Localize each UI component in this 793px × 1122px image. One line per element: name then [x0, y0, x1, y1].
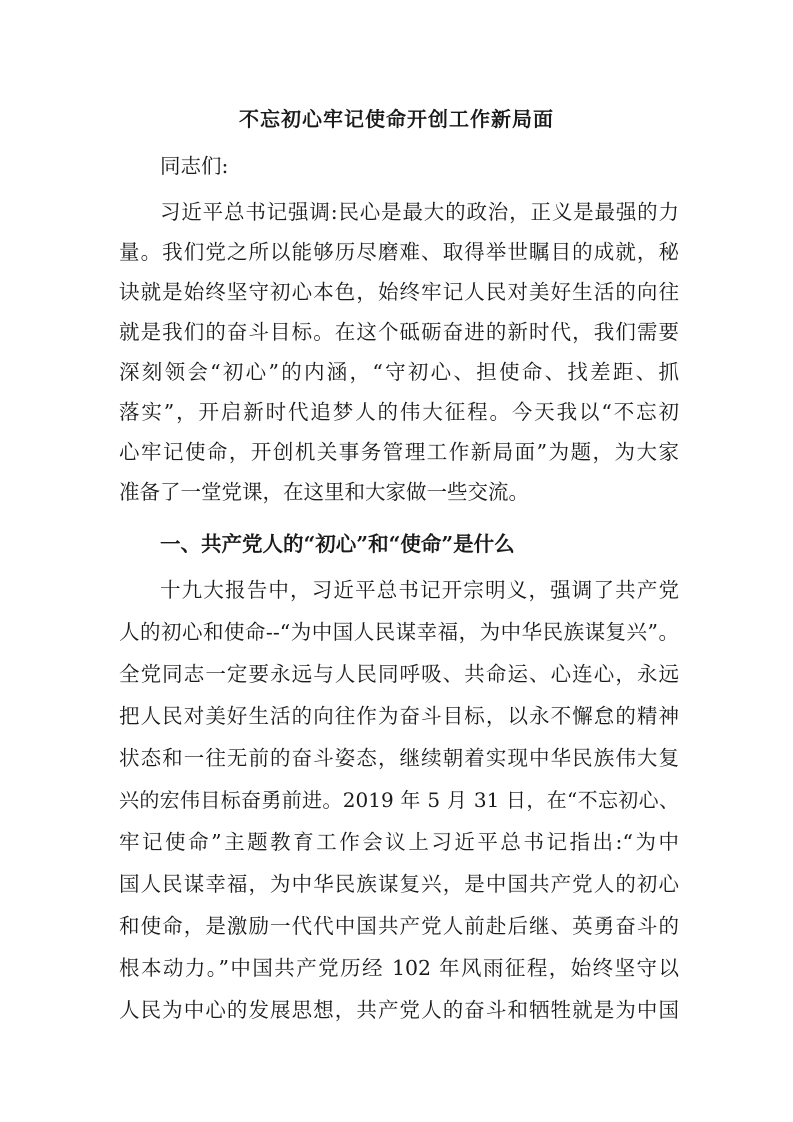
paragraph-2-line: 兴的宏伟目标奋勇前进。2019 年 5 月 31 日，在“不忘初心、 — [119, 788, 679, 812]
paragraph-1-line: 就是我们的奋斗目标。在这个砥砺奋进的新时代，我们需要 — [119, 320, 679, 344]
salutation: 同志们: — [160, 154, 229, 178]
paragraph-1-line: 习近平总书记强调:民心是最大的政治，正义是最强的力 — [160, 200, 679, 224]
paragraph-1-line: 深刻领会“初心”的内涵，“守初心、担使命、找差距、抓 — [119, 360, 679, 384]
paragraph-2-line: 国人民谋幸福，为中华民族谋复兴，是中国共产党人的初心 — [119, 872, 679, 896]
paragraph-1-line: 量。我们党之所以能够历尽磨难、取得举世瞩目的成就，秘 — [119, 240, 679, 264]
paragraph-1-line: 诀就是始终坚守初心本色，始终牢记人民对美好生活的向往 — [119, 280, 679, 304]
paragraph-2-line: 状态和一往无前的奋斗姿态，继续朝着实现中华民族伟大复 — [119, 746, 679, 770]
paragraph-2-line: 把人民对美好生活的向往作为奋斗目标，以永不懈怠的精神 — [119, 704, 679, 728]
document-title: 不忘初心牢记使命开创工作新局面 — [239, 107, 554, 131]
paragraph-2-line: 牢记使命”主题教育工作会议上习近平总书记指出:“为中 — [119, 830, 679, 854]
paragraph-2-line: 人民为中心的发展思想，共产党人的奋斗和牺牲就是为中国 — [119, 998, 679, 1022]
paragraph-1-line: 准备了一堂党课，在这里和大家做一些交流。 — [119, 480, 529, 504]
paragraph-2-line: 根本动力。”中国共产党历经 102 年风雨征程，始终坚守以 — [119, 956, 679, 980]
paragraph-1-line: 心牢记使命，开创机关事务管理工作新局面”为题，为大家 — [119, 440, 679, 464]
paragraph-2-line: 十九大报告中，习近平总书记开宗明义，强调了共产党 — [160, 578, 679, 602]
paragraph-1-line: 落实”，开启新时代追梦人的伟大征程。今天我以“不忘初 — [119, 400, 679, 424]
paragraph-2-line: 全党同志一定要永远与人民同呼吸、共命运、心连心，永远 — [119, 662, 679, 686]
section-1-heading: 一、共产党人的“初心”和“使命”是什么 — [160, 532, 515, 556]
paragraph-2-line: 人的初心和使命--“为中国人民谋幸福，为中华民族谋复兴”。 — [119, 620, 679, 644]
paragraph-2-line: 和使命，是激励一代代中国共产党人前赴后继、英勇奋斗的 — [119, 914, 679, 938]
